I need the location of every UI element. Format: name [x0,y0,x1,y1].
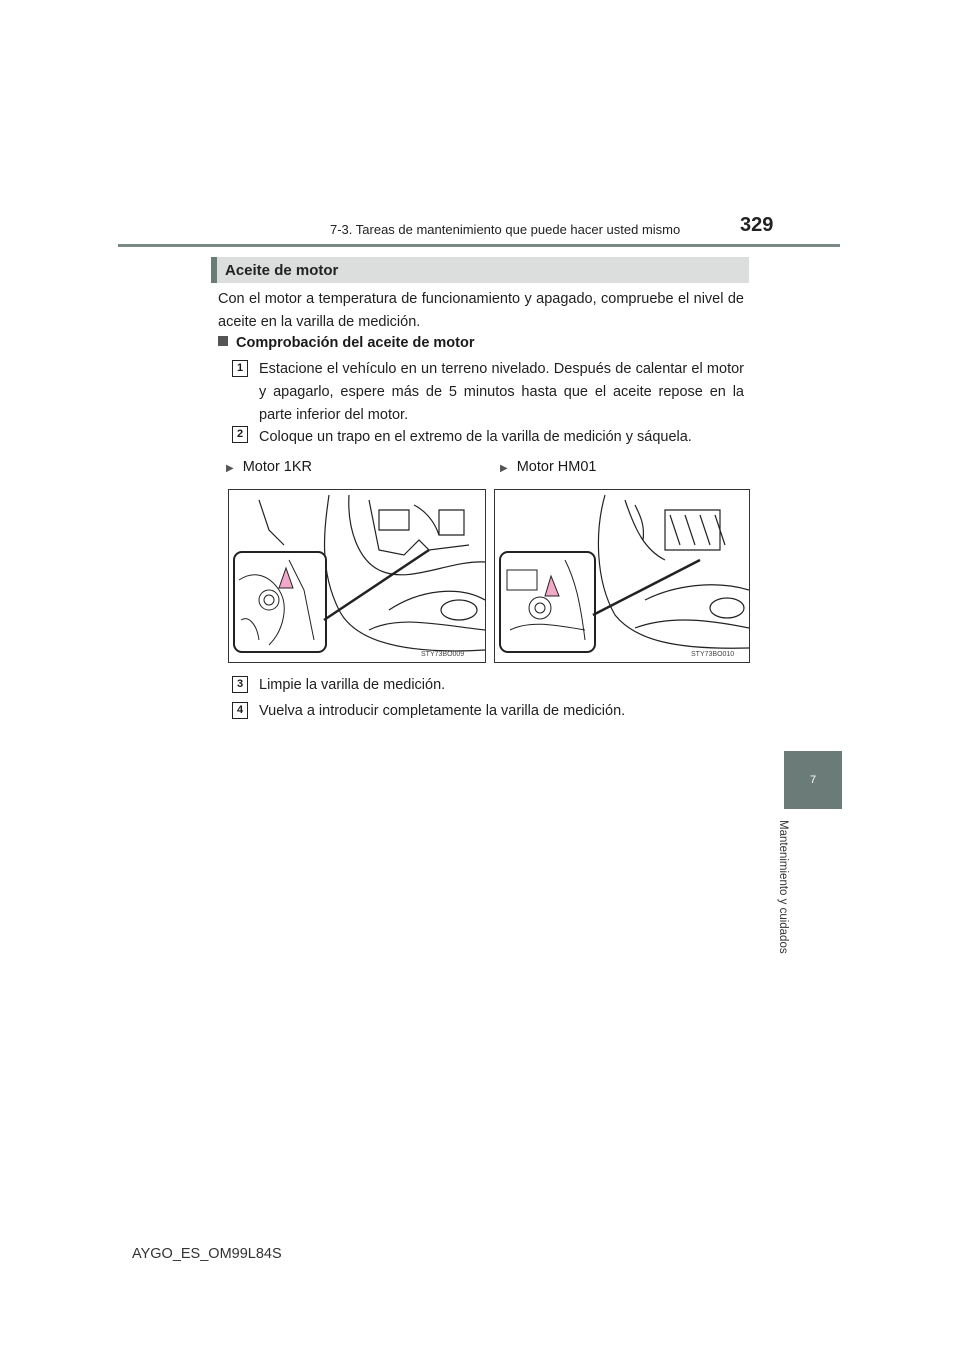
figure-1kr-engine [228,489,486,663]
step-number-3: 3 [232,676,248,693]
document-id: AYGO_ES_OM99L84S [132,1246,282,1262]
chapter-side-label [775,820,835,975]
page-number: 329 [740,214,774,236]
section-heading-bar [211,257,749,283]
section-accent [211,257,217,283]
subheading-text: Comprobación del aceite de motor [236,335,475,351]
step-text-1: Estacione el vehículo en un terreno nivelado. Después de calentar el motor y apagarlo, espere más de 5 minutos hasta que el aceite repose en la parte inferior del motor. [259,361,744,423]
step-text-3: Limpie la varilla de medición. [259,677,446,693]
header-section-title: 7-3. Tareas de mantenimiento que puede hacer usted mismo [330,222,681,237]
step-text-4: Vuelva a introducir completamente la varilla de medición. [259,703,626,719]
figure-label-hm01 [500,459,596,475]
square-bullet-icon [218,336,228,346]
subheading [218,335,475,351]
engine-illustration-1kr [229,490,485,662]
figure-label-hm01-text: Motor HM01 [516,459,597,475]
figure-label-1kr-text: Motor 1KR [242,459,313,475]
chapter-tab: 7 [784,751,842,809]
figure-code-hm01: STY73BO010 [691,651,735,658]
figure-hm01-engine [494,489,750,663]
figure-label-1kr [226,459,312,475]
step-number-4: 4 [232,702,248,719]
triangle-bullet-icon: ▶ [500,463,508,474]
intro-paragraph: Con el motor a temperatura de funcionamiento y apagado, compruebe el nivel de aceite en la varilla de medición. [218,291,744,330]
header-rule [118,244,840,247]
step-number-1: 1 [232,360,248,377]
step-text-2: Coloque un trapo en el extremo de la varilla de medición y sáquela. [259,429,692,445]
triangle-bullet-icon: ▶ [226,463,234,474]
step-number-2: 2 [232,426,248,443]
engine-illustration-hm01 [495,490,749,662]
figure-code-1kr: STY73BO009 [421,651,465,658]
section-title: Aceite de motor [225,262,339,279]
chapter-side-label-text: Mantenimiento y cuidados [777,820,789,954]
